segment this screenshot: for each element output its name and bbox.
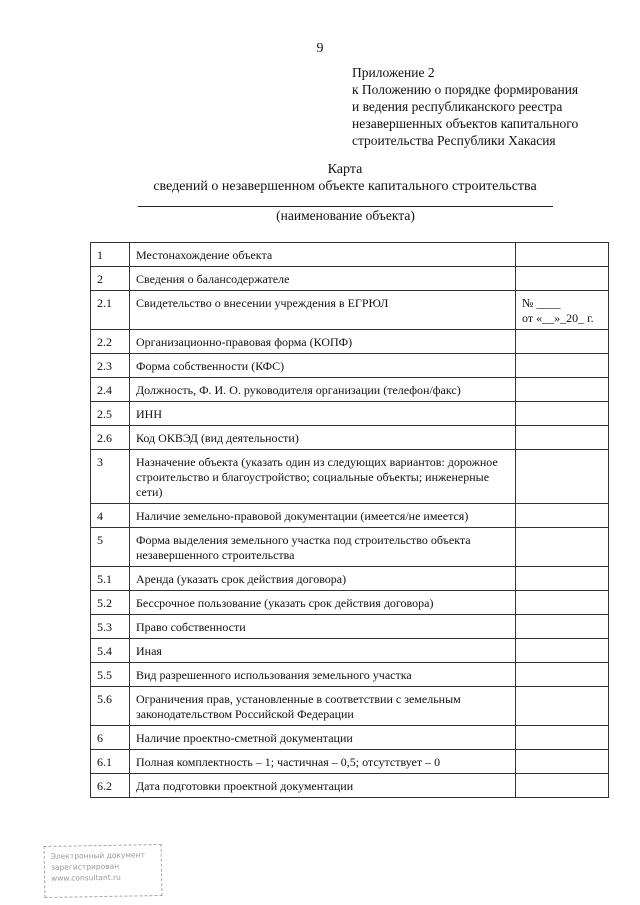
row-value-field[interactable] — [516, 687, 609, 726]
row-value-field[interactable] — [516, 663, 609, 687]
row-label: Полная комплектность – 1; частичная – 0,5; отсутствует – 0 — [130, 750, 516, 774]
row-value-field[interactable] — [516, 330, 609, 354]
row-value-field[interactable] — [516, 402, 609, 426]
row-value-field[interactable] — [516, 267, 609, 291]
table-row — [91, 774, 609, 798]
row-label: Бессрочное пользование (указать срок действия договора) — [130, 591, 516, 615]
row-number: 5 — [91, 528, 130, 567]
row-number: 1 — [91, 243, 130, 267]
row-label: Должность, Ф. И. О. руководителя организации (телефон/факс) — [130, 378, 516, 402]
row-value-field[interactable] — [516, 378, 609, 402]
row-label: Аренда (указать срок действия договора) — [130, 567, 516, 591]
row-value-field[interactable] — [516, 750, 609, 774]
row-value-field[interactable] — [516, 567, 609, 591]
appendix-line: к Положению о порядке формирования — [352, 82, 579, 97]
row-number: 5.4 — [91, 639, 130, 663]
row-label: Иная — [130, 639, 516, 663]
row-number: 2.3 — [91, 354, 130, 378]
table-row — [91, 354, 609, 378]
table-row — [91, 528, 609, 567]
card-title: Карта — [327, 162, 363, 177]
row-value-field[interactable] — [516, 591, 609, 615]
card-title-block — [0, 161, 640, 195]
row-label: Право собственности — [130, 615, 516, 639]
card-subtitle: сведений о незавершенном объекте капитального строительства — [153, 179, 537, 194]
stamp-line: зарегистрирован — [50, 861, 120, 872]
table-row — [91, 378, 609, 402]
row-label: Наличие проектно-сметной документации — [130, 726, 516, 750]
object-name-line — [138, 206, 553, 207]
row-number: 6 — [91, 726, 130, 750]
info-table-body — [91, 243, 609, 798]
appendix-line: незавершенных объектов капитального — [352, 116, 579, 131]
row-number: 5.1 — [91, 567, 130, 591]
row-value-field[interactable] — [516, 528, 609, 567]
row-label: Форма выделения земельного участка под строительство объекта незавершенного строительства — [130, 528, 516, 567]
row-number: 5.3 — [91, 615, 130, 639]
row-label: Организационно-правовая форма (КОПФ) — [130, 330, 516, 354]
row-number: 5.6 — [91, 687, 130, 726]
row-label: Код ОКВЭД (вид деятельности) — [130, 426, 516, 450]
row-number: 2.2 — [91, 330, 130, 354]
row-label: ИНН — [130, 402, 516, 426]
table-row — [91, 663, 609, 687]
registration-stamp — [44, 844, 163, 898]
row-number: 3 — [91, 450, 130, 504]
row-label: Ограничения прав, установленные в соответствии с земельным законодательством Российской Федерации — [130, 687, 516, 726]
row-number: 5.2 — [91, 591, 130, 615]
row-value-field[interactable] — [516, 726, 609, 750]
appendix-header — [352, 64, 612, 149]
row-number: 6.1 — [91, 750, 130, 774]
table-row — [91, 450, 609, 504]
table-row — [91, 291, 609, 330]
table-row — [91, 726, 609, 750]
table-row — [91, 615, 609, 639]
table-row — [91, 402, 609, 426]
row-value-field[interactable] — [516, 774, 609, 798]
table-row — [91, 591, 609, 615]
row-value-field[interactable] — [516, 615, 609, 639]
table-row — [91, 330, 609, 354]
table-row — [91, 639, 609, 663]
table-row — [91, 567, 609, 591]
page-number: 9 — [316, 41, 324, 56]
row-label: Вид разрешенного использования земельного участка — [130, 663, 516, 687]
row-value-field[interactable] — [516, 426, 609, 450]
row-value-field[interactable] — [516, 639, 609, 663]
row-label: Назначение объекта (указать один из следующих вариантов: дорожное строительство и благоустройство; социальные объекты; инженерные сети) — [130, 450, 516, 504]
row-value-field[interactable] — [516, 504, 609, 528]
stamp-line: www.consultant.ru — [51, 872, 121, 883]
row-label: Сведения о балансодержателе — [130, 267, 516, 291]
appendix-line: строительства Республики Хакасия — [352, 133, 556, 148]
row-number: 6.2 — [91, 774, 130, 798]
stamp-line: Электронный документ — [50, 850, 145, 861]
row-value-field[interactable] — [516, 291, 609, 330]
row-value-field[interactable] — [516, 354, 609, 378]
row-number: 2.6 — [91, 426, 130, 450]
row-label: Дата подготовки проектной документации — [130, 774, 516, 798]
appendix-line: Приложение 2 — [352, 65, 435, 80]
row-label: Наличие земельно-правовой документации (имеется/не имеется) — [130, 504, 516, 528]
row-number: 2.5 — [91, 402, 130, 426]
row-value-field[interactable] — [516, 243, 609, 267]
row-label: Свидетельство о внесении учреждения в ЕГРЮЛ — [130, 291, 516, 330]
table-row — [91, 426, 609, 450]
row-number: 2 — [91, 267, 130, 291]
object-name-caption: (наименование объекта) — [276, 208, 415, 223]
table-row — [91, 687, 609, 726]
row-number: 5.5 — [91, 663, 130, 687]
row-label: Местонахождение объекта — [130, 243, 516, 267]
row-number: 2.4 — [91, 378, 130, 402]
table-row — [91, 267, 609, 291]
row-number: 4 — [91, 504, 130, 528]
table-row — [91, 750, 609, 774]
row-value-field[interactable] — [516, 450, 609, 504]
table-row — [91, 504, 609, 528]
info-table — [90, 242, 609, 798]
row-label: Форма собственности (КФС) — [130, 354, 516, 378]
row-value-text: № ____ от «__»_20_ г. — [522, 296, 594, 325]
row-number: 2.1 — [91, 291, 130, 330]
table-row — [91, 243, 609, 267]
appendix-line: и ведения республиканского реестра — [352, 99, 563, 114]
